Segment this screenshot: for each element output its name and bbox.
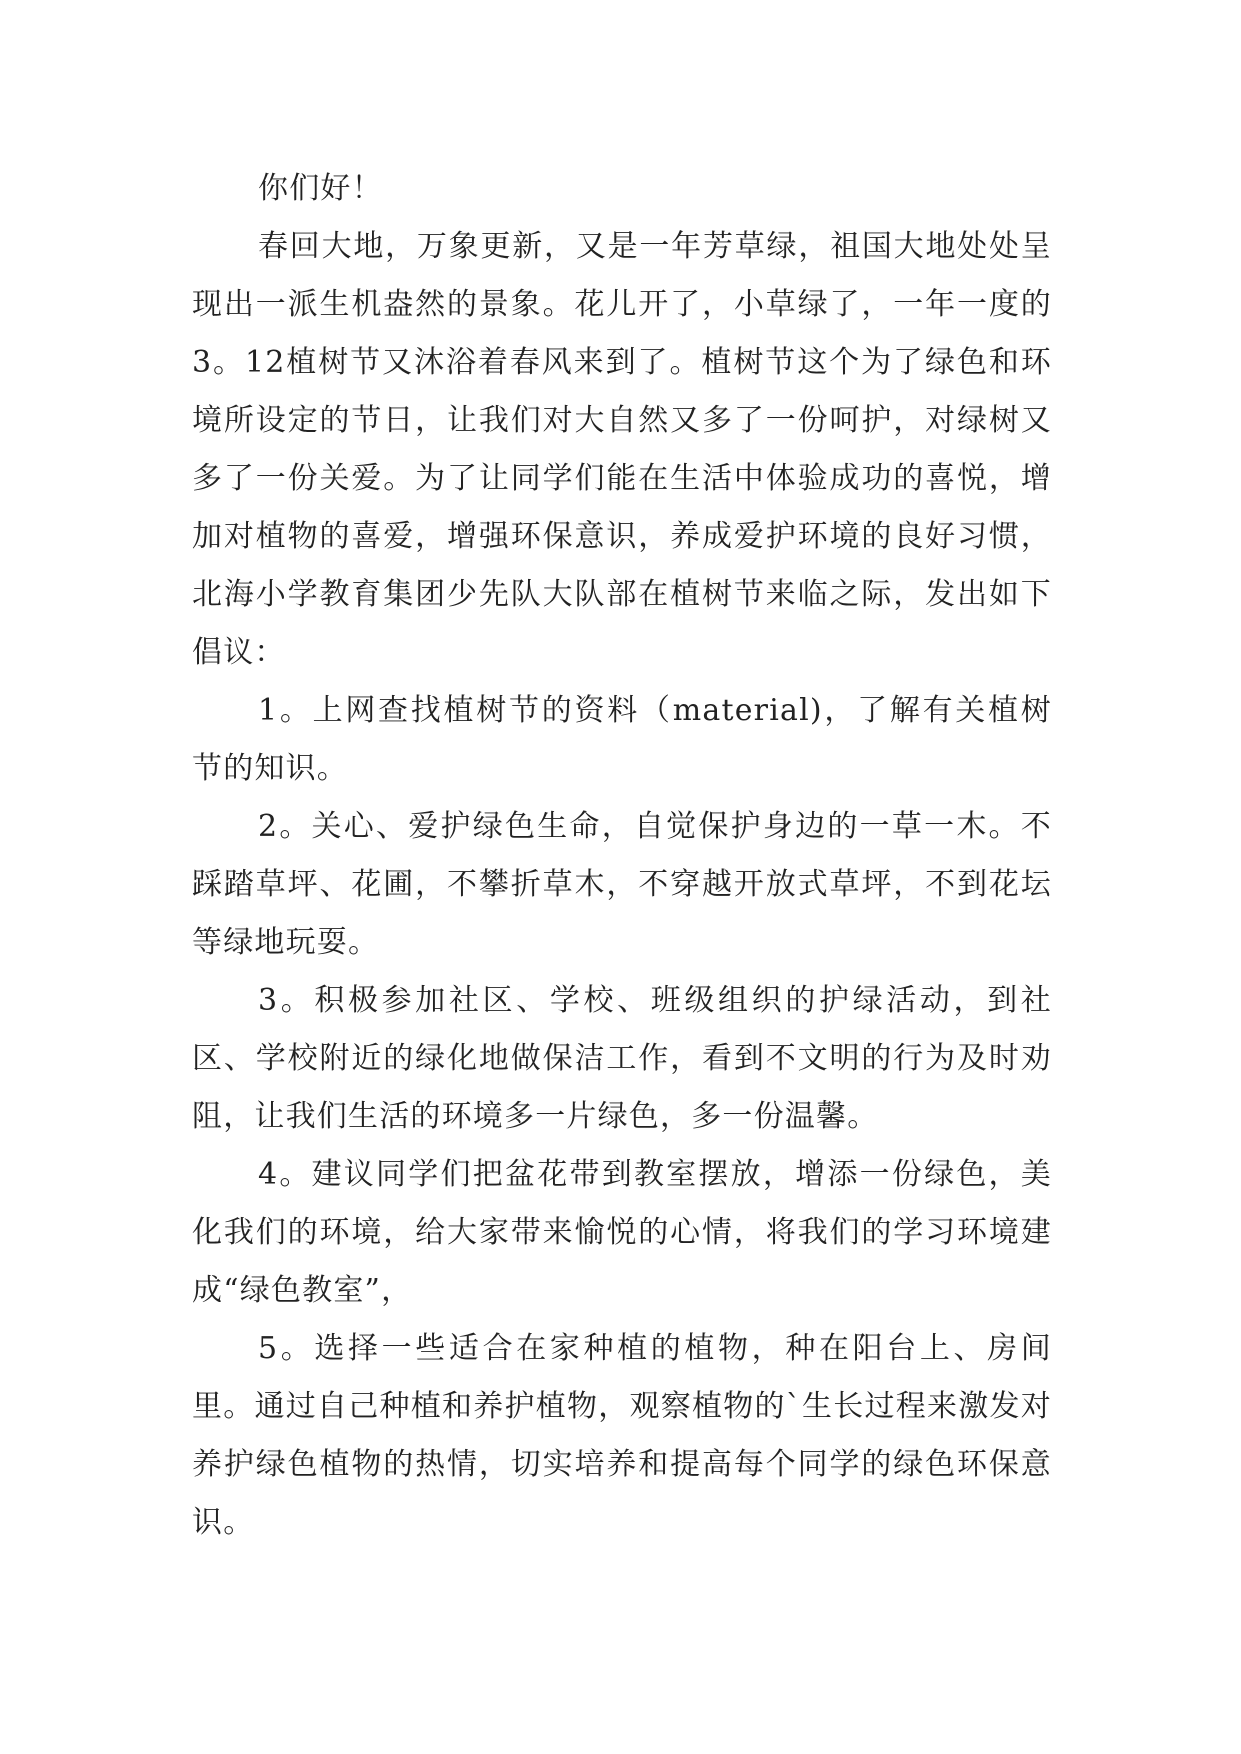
greeting: 你们好！ <box>258 171 383 206</box>
proposal-item-1: 1。上网查找植树节的资料（material)，了解有关植树节的知识。 <box>192 693 1052 786</box>
intro-paragraph: 春回大地，万象更新，又是一年芳草绿，祖国大地处处呈现出一派生机盎然的景象。花儿开了，小草绿了，一年一度的3。12植树节又沐浴着春风来到了。植树节这个为了绿色和环境所设定的节日，让我们对大自然又多了一份呵护，对绿树又多了一份关爱。为了让同学们能在生活中体验成功的喜悦，增加对植物的喜爱，增强环保意识，养成爱护环境的良好习惯，北海小学教育集团少先队大队部在植树节来临之际，发出如下倡议： <box>192 229 1052 670</box>
proposal-item-3: 3。积极参加社区、学校、班级组织的护绿活动，到社区、学校附近的绿化地做保洁工作，看到不文明的行为及时劝阻，让我们生活的环境多一片绿色，多一份温馨。 <box>192 983 1052 1134</box>
document-body <box>192 160 1052 1552</box>
proposal-item-2: 2。关心、爱护绿色生命，自觉保护身边的一草一木。不踩踏草坪、花圃，不攀折草木，不穿越开放式草坪，不到花坛等绿地玩耍。 <box>192 809 1052 960</box>
proposal-item-5: 5。选择一些适合在家种植的植物，种在阳台上、房间里。通过自己种植和养护植物，观察植物的`生长过程来激发对养护绿色植物的热情，切实培养和提高每个同学的绿色环保意识。 <box>192 1331 1052 1540</box>
proposal-item-4: 4。建议同学们把盆花带到教室摆放，增添一份绿色，美化我们的环境，给大家带来愉悦的心情，将我们的学习环境建成“绿色教室”， <box>192 1157 1052 1308</box>
